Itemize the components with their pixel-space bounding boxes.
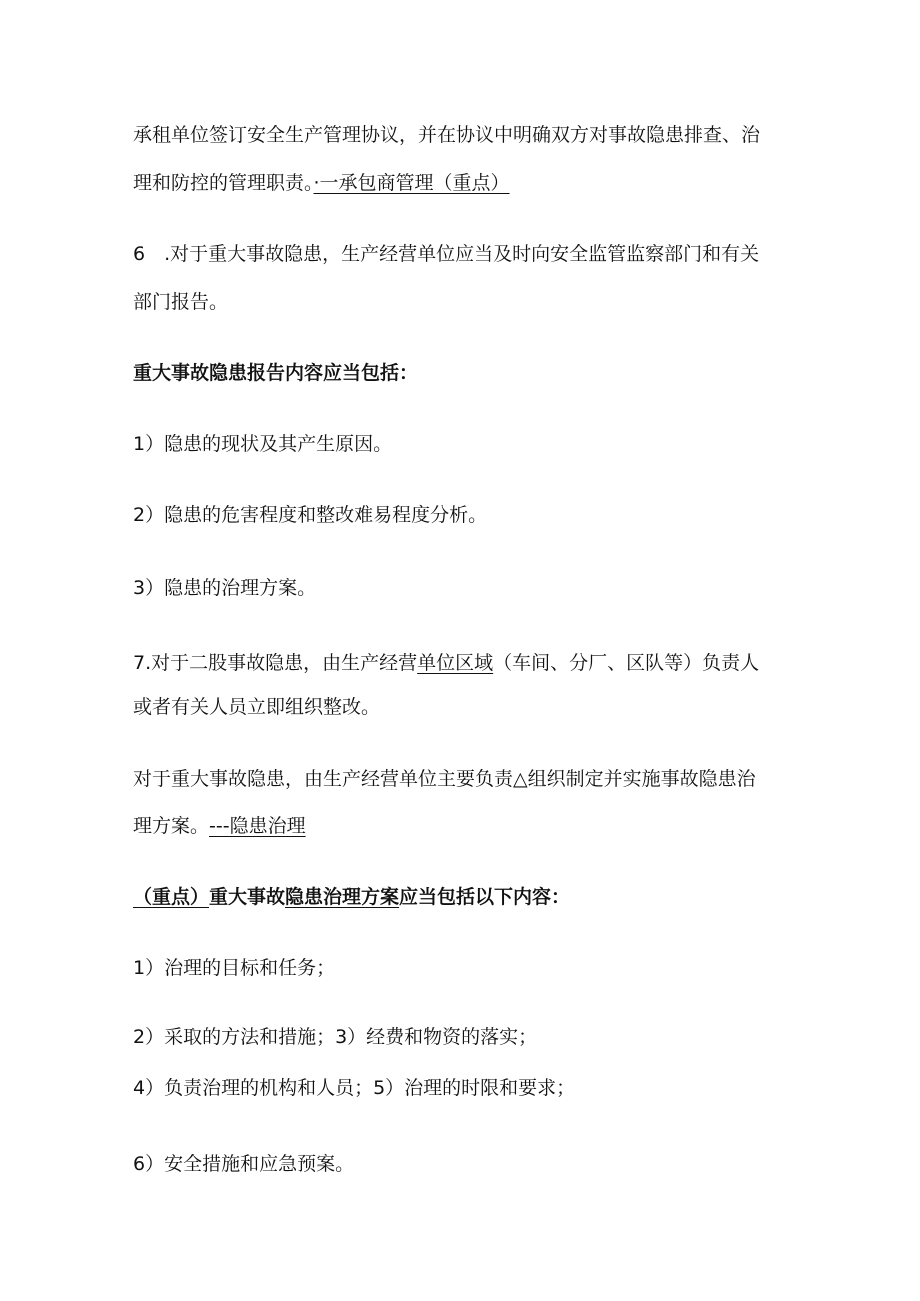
paragraph-4-line-2 <box>133 814 813 838</box>
list-item: 4）负责治理的机构和人员；5）治理的时限和要求； <box>133 1077 576 1099</box>
heading-text-tail: 应当包括以下内容： <box>399 886 571 908</box>
paragraph-3-text-b: （车间、分厂、区队等）负责人 <box>493 652 760 674</box>
key-point-label: （重点） <box>133 886 210 908</box>
list-item: 1）隐患的现状及其产生原因。 <box>133 433 393 455</box>
heading-text: 重大事故 <box>209 886 286 908</box>
unit-area-underlined: 单位区域 <box>417 652 494 674</box>
paragraph-3-line-1 <box>133 651 813 675</box>
governance-plan-underlined: 隐患治理方案 <box>285 886 400 908</box>
contractor-management-note: ·一承包商管理（重点） <box>313 172 510 194</box>
list-item: 3）隐患的治理方案。 <box>133 577 317 599</box>
section-heading-report: 重大事故隐患报告内容应当包括： <box>133 362 419 384</box>
list-item: 6）安全措施和应急预案。 <box>133 1153 355 1175</box>
list-item: 2）隐患的危害程度和整改难易程度分析。 <box>133 504 488 526</box>
paragraph-2-line-2: 部门报告。 <box>133 291 229 313</box>
list-item: 1）治理的目标和任务； <box>133 957 336 979</box>
paragraph-4-line-1: 对于重大事故隐患，由生产经营单位主要负责△组织制定并实施事故隐患治 <box>133 768 756 790</box>
paragraph-1-text: 理和防控的管理职责。 <box>133 172 314 194</box>
paragraph-1-line-2 <box>133 171 813 195</box>
paragraph-2-line-1: 6 .对于重大事故隐患，生产经营单位应当及时向安全监管监察部门和有关 <box>133 243 760 265</box>
list-item: 2）采取的方法和措施；3）经费和物资的落实； <box>133 1026 538 1048</box>
section-heading-plan <box>133 885 813 909</box>
paragraph-3-line-2: 或者有关人员立即组织整改。 <box>133 696 381 718</box>
paragraph-4-text: 理方案。 <box>133 815 210 837</box>
paragraph-1-line-1: 承租单位签订安全生产管理协议，并在协议中明确双方对事故隐患排查、治 <box>133 124 761 146</box>
hazard-governance-note: ---隐患治理 <box>209 815 306 837</box>
paragraph-3-text-a: 7.对于二股事故隐患，由生产经营 <box>133 652 418 674</box>
